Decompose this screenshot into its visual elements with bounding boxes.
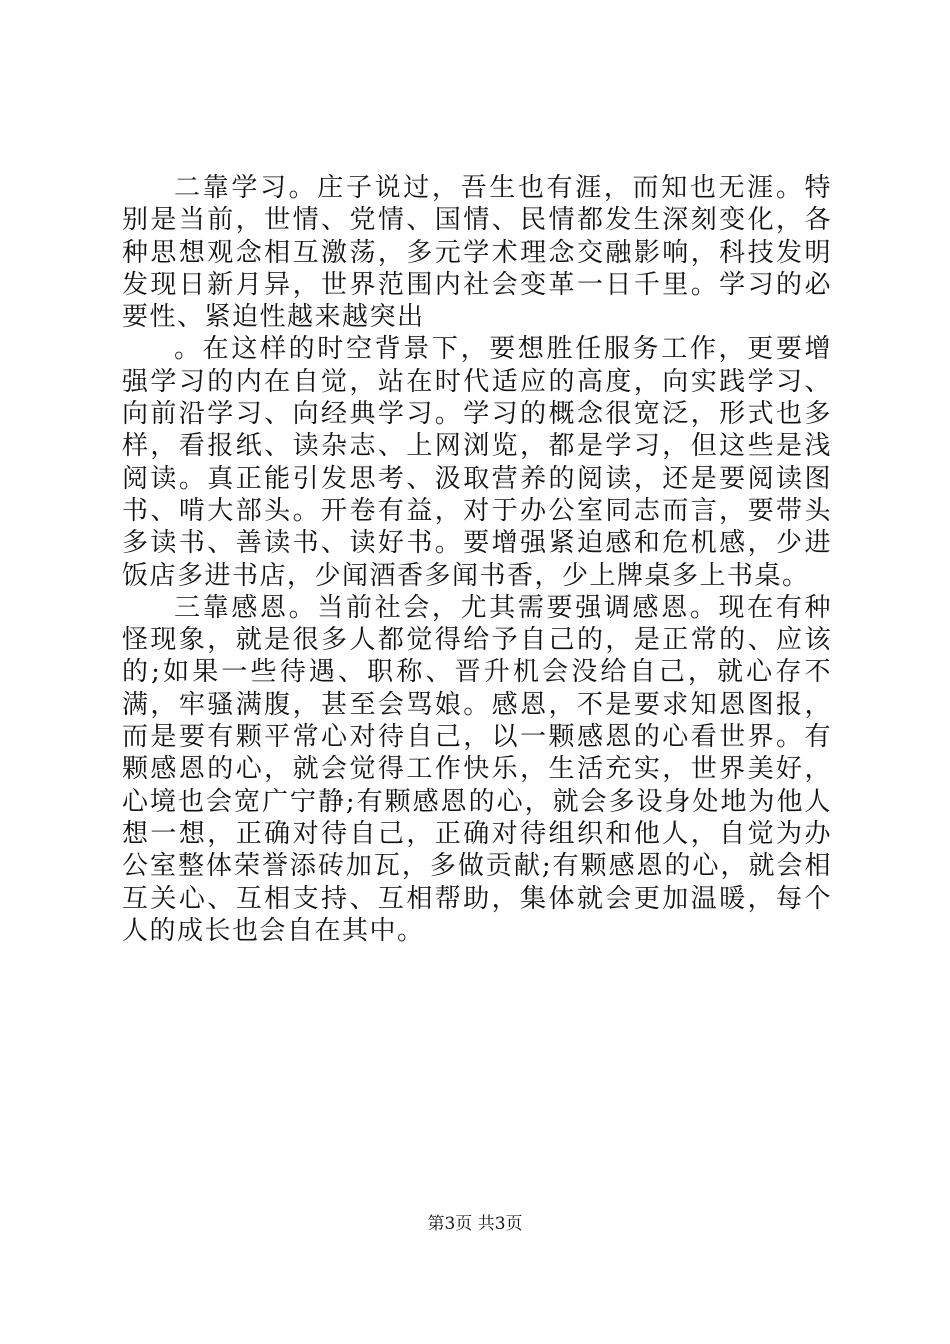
page-number-footer: 第3页 共3页	[427, 1214, 523, 1234]
document-body	[122, 172, 832, 947]
paragraph-learning: 二靠学习。庄子说过，吾生也有涯，而知也无涯。特别是当前，世情、党情、国情、民情都发生深刻变化，各种思想观念相互激荡，多元学术理念交融影响，科技发明发现日新月异，世界范围内社会变革一日千里。学习的必要性、紧迫性越来越突出	[122, 173, 832, 333]
paragraph-gratitude: 三靠感恩。当前社会，尤其需要强调感恩。现在有种怪现象，就是很多人都觉得给予自己的，是正常的、应该的;如果一些待遇、职称、晋升机会没给自己，就心存不满，牢骚满腹，甚至会骂娘。感恩，不是要求知恩图报，而是要有颗平常心对待自己，以一颗感恩的心看世界。有颗感恩的心，就会觉得工作快乐，生活充实，世界美好，心境也会宽广宁静;有颗感恩的心，就会多设身处地为他人想一想，正确对待自己，正确对待组织和他人，自觉为办公室整体荣誉添砖加瓦，多做贡献;有颗感恩的心，就会相互关心、互相支持、互相帮助，集体就会更加温暖，每个人的成长也会自在其中。	[122, 592, 832, 946]
paragraph-learning-continued: 。在这样的时空背景下，要想胜任服务工作，更要增强学习的内在自觉，站在时代适应的高度，向实践学习、向前沿学习、向经典学习。学习的概念很宽泛，形式也多样，看报纸、读杂志、上网浏览，都是学习，但这些是浅阅读。真正能引发思考、汲取营养的阅读，还是要阅读图书、啃大部头。开卷有益，对于办公室同志而言，要带头多读书、善读书、读好书。要增强紧迫感和危机感，少进饭店多进书店，少闻酒香多闻书香，少上牌桌多上书桌。	[122, 334, 832, 591]
